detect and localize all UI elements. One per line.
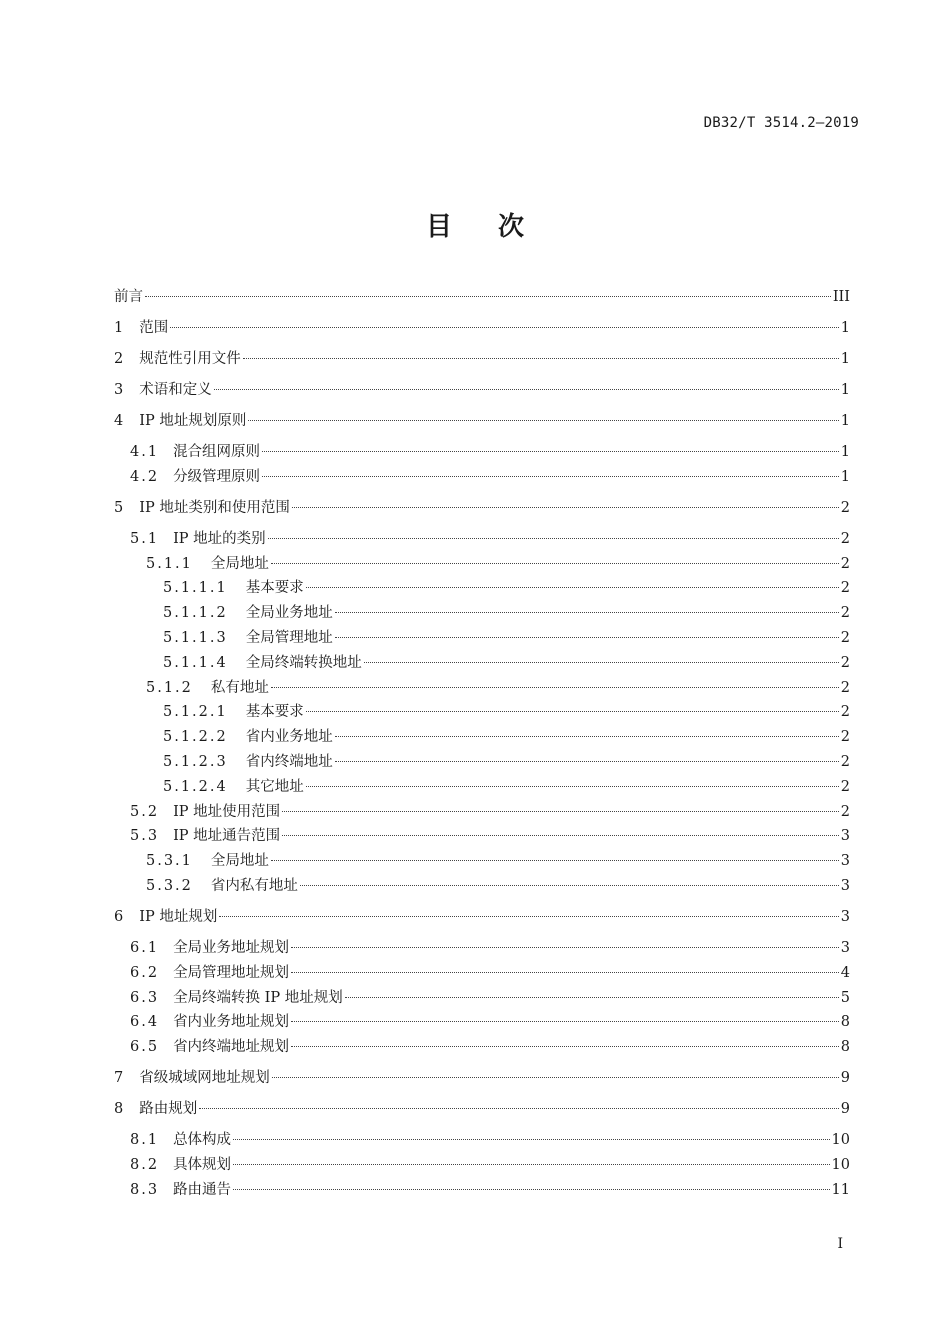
dot-leader [335,736,839,737]
toc-entry[interactable] [163,626,850,647]
toc-entry-page: 9 [840,1101,850,1118]
dot-leader [271,687,839,688]
toc-entry-page: 2 [840,530,850,547]
toc-entry[interactable] [130,1178,850,1199]
dot-leader [306,587,839,588]
toc-entry-number: 8.1 [130,1132,160,1149]
toc-entry-number: 8.3 [130,1181,160,1198]
toc-entry-label: 省级城域网地址规划 [139,1070,270,1087]
toc-entry-number: 6.3 [130,989,160,1006]
toc-entry-number: 5.1.1.3 [163,630,228,646]
toc-entry[interactable] [130,1153,850,1174]
dot-leader [291,1046,839,1047]
dot-leader [335,637,839,638]
toc-entry-page: 8 [840,1014,850,1031]
toc-entry-label: 全局业务地址 [245,605,333,622]
toc-entry-label: 全局管理地址 [245,630,333,646]
dot-leader [335,612,839,613]
toc-entry-label: IP 地址规划原则 [139,413,247,429]
toc-entry-number: 5.3 [130,828,160,845]
dot-leader [345,997,839,998]
toc-entry-number: 4.2 [130,468,160,485]
toc-entry[interactable] [114,409,850,430]
dot-leader [291,1021,839,1022]
toc-entry-label: 私有地址 [210,679,269,696]
toc-entry-page: III [832,289,850,305]
toc-entry-page: 2 [840,803,850,820]
dot-leader [199,1108,839,1109]
dot-leader [300,885,839,886]
dot-leader [291,947,839,948]
toc-entry-page: 2 [840,630,850,646]
toc-entry[interactable] [114,316,850,337]
toc-entry[interactable] [114,378,850,399]
toc-entry[interactable] [163,601,850,622]
toc-entry-label: IP 地址的类别 [173,530,266,547]
toc-entry-page: 5 [840,989,850,1006]
toc-entry-page: 1 [840,468,850,485]
toc-entry[interactable] [163,775,850,796]
toc-entry-label: 总体构成 [173,1132,232,1149]
toc-entry[interactable] [163,700,850,721]
dot-leader [272,1077,839,1078]
dot-leader [233,1139,829,1140]
toc-entry[interactable] [130,440,850,461]
toc-entry-number: 5.1.2.1 [163,704,228,721]
toc-entry-number: 5.1.1.4 [163,654,228,671]
toc-entry-page: 10 [831,1157,850,1173]
toc-entry[interactable] [130,527,850,548]
toc-entry-label: 全局业务地址规划 [173,940,290,956]
toc-entry-label: 混合组网原则 [173,444,261,460]
toc-entry-page: 2 [840,605,850,622]
toc-entry-number: 5.1.2.3 [163,754,228,770]
toc-entry-page: 10 [831,1132,850,1149]
toc-entry-label: 路由通告 [173,1181,232,1198]
document-code: DB32/T 3514.2—2019 [703,115,859,131]
toc-entry-number: 6.4 [130,1014,160,1031]
toc-entry-page: 3 [840,853,850,870]
toc-entry-label: IP 地址规划 [139,909,218,925]
toc-entry-label: 全局地址 [210,555,269,572]
toc-entry-label: 省内终端地址规划 [173,1039,290,1056]
toc-entry[interactable] [114,285,850,306]
toc-entry-number: 2 [114,351,126,367]
toc-entry-label: 具体规划 [173,1157,232,1173]
toc-entry-page: 2 [840,679,850,696]
toc-entry-number: 4.1 [130,444,160,460]
dot-leader [291,972,839,973]
dot-leader [335,761,839,762]
toc-entry-label: 分级管理原则 [173,468,261,485]
toc-entry-number: 4 [114,413,126,429]
toc-entry-page: 2 [840,704,850,721]
toc-entry-page: 2 [840,778,850,795]
toc-entry-number: 5.1.2.2 [163,729,228,746]
dot-leader [214,389,839,390]
toc-entry-number: 5.1.2 [146,679,193,696]
toc-entry-page: 8 [840,1039,850,1056]
toc-entry[interactable] [146,849,850,870]
toc-entry-label: IP 地址类别和使用范围 [139,499,290,516]
toc-entry[interactable] [163,725,850,746]
toc-entry-page: 2 [840,499,850,516]
toc-entry-page: 1 [840,413,850,429]
toc-entry-page: 3 [840,940,850,956]
toc-entry-label: 基本要求 [245,580,304,597]
toc-entry-label: IP 地址通告范围 [173,828,281,845]
toc-entry-number: 5 [114,499,126,516]
toc-entry-number: 5.3.2 [146,878,193,894]
toc-entry[interactable] [114,905,850,926]
toc-entry-number: 5.2 [130,803,160,820]
toc-entry-page: 2 [840,555,850,572]
toc-entry-page: 3 [840,878,850,894]
toc-entry-number: 5.1.1 [146,555,193,572]
dot-leader [271,563,839,564]
toc-entry[interactable] [130,1010,850,1031]
toc-entry-page: 4 [840,964,850,981]
dot-leader [219,916,838,917]
dot-leader [271,860,839,861]
dot-leader [243,358,839,359]
toc-entry-label: 省内终端地址 [245,754,333,770]
page-number: I [837,1236,843,1252]
toc-entry-page: 3 [840,909,850,925]
toc-entry[interactable] [114,496,850,517]
toc-entry-label: 规范性引用文件 [139,351,241,367]
dot-leader [282,811,839,812]
toc-entry-label: IP 地址使用范围 [173,803,281,820]
toc-entry[interactable] [146,874,850,895]
toc-entry-number: 5.1 [130,530,160,547]
toc-entry-number: 5.1.1.1 [163,580,228,597]
toc-entry-label: 范围 [139,320,169,336]
toc-entry-label: 省内私有地址 [210,878,298,894]
toc-entry-label: 省内业务地址 [245,729,333,746]
dot-leader [292,507,839,508]
toc-entry-number: 8 [114,1101,126,1118]
toc-entry[interactable] [163,576,850,597]
toc-entry[interactable] [130,961,850,982]
toc-entry-page: 1 [840,382,850,398]
toc-entry-label: 全局终端转换地址 [245,654,362,671]
dot-leader [248,420,838,421]
toc-entry-page: 1 [840,351,850,367]
toc-entry-label: 前言 [114,289,143,305]
dot-leader [233,1164,829,1165]
toc-entry-number: 6.1 [130,940,160,956]
dot-leader [306,711,839,712]
toc-entry-label: 全局终端转换 IP 地址规划 [173,989,343,1006]
toc-entry[interactable] [130,936,850,957]
dot-leader [306,786,839,787]
toc-entry-label: 基本要求 [245,704,304,721]
dot-leader [233,1189,829,1190]
toc-entry-number: 8.2 [130,1157,160,1173]
toc-entry-label: 全局管理地址规划 [173,964,290,981]
toc-entry-page: 1 [840,320,850,336]
toc-entry-label: 术语和定义 [139,382,212,398]
dot-leader [282,835,839,836]
toc-entry[interactable] [130,1128,850,1149]
toc-entry[interactable] [130,1035,850,1056]
toc-entry-number: 5.3.1 [146,853,193,870]
toc-entry-page: 2 [840,580,850,597]
toc-entry-label: 路由规划 [139,1101,198,1118]
toc-entry[interactable] [130,986,850,1007]
toc-entry-number: 6 [114,909,126,925]
toc-entry-label: 全局地址 [210,853,269,870]
toc-entry[interactable] [163,651,850,672]
toc-entry[interactable] [130,824,850,845]
toc-entry-page: 2 [840,729,850,746]
toc-entry-page: 3 [840,828,850,845]
dot-leader [145,296,831,297]
page-title: 目次 [425,212,570,242]
toc-entry[interactable] [130,800,850,821]
toc-entry[interactable] [114,347,850,368]
toc-entry-label: 省内业务地址规划 [173,1014,290,1031]
toc-entry-page: 2 [840,654,850,671]
toc-entry[interactable] [114,1066,850,1087]
toc-entry-number: 5.1.2.4 [163,778,228,795]
toc-entry-page: 9 [840,1070,850,1087]
toc-entry-number: 5.1.1.2 [163,605,228,622]
toc-entry-page: 2 [840,754,850,770]
toc-entry-label: 其它地址 [245,778,304,795]
toc-entry[interactable] [146,676,850,697]
toc-entry-number: 3 [114,382,126,398]
dot-leader [268,538,839,539]
toc-entry[interactable] [163,750,850,771]
toc-entry-page: 11 [831,1181,850,1198]
dot-leader [364,662,839,663]
toc-entry[interactable] [146,552,850,573]
toc-entry-page: 1 [840,444,850,460]
toc-entry-number: 7 [114,1070,126,1087]
dot-leader [262,476,839,477]
dot-leader [170,327,839,328]
toc-entry[interactable] [130,465,850,486]
dot-leader [262,451,839,452]
toc-entry-number: 6.2 [130,964,160,981]
toc-entry[interactable] [114,1097,850,1118]
toc-entry-number: 1 [114,320,126,336]
toc-entry-number: 6.5 [130,1039,160,1056]
